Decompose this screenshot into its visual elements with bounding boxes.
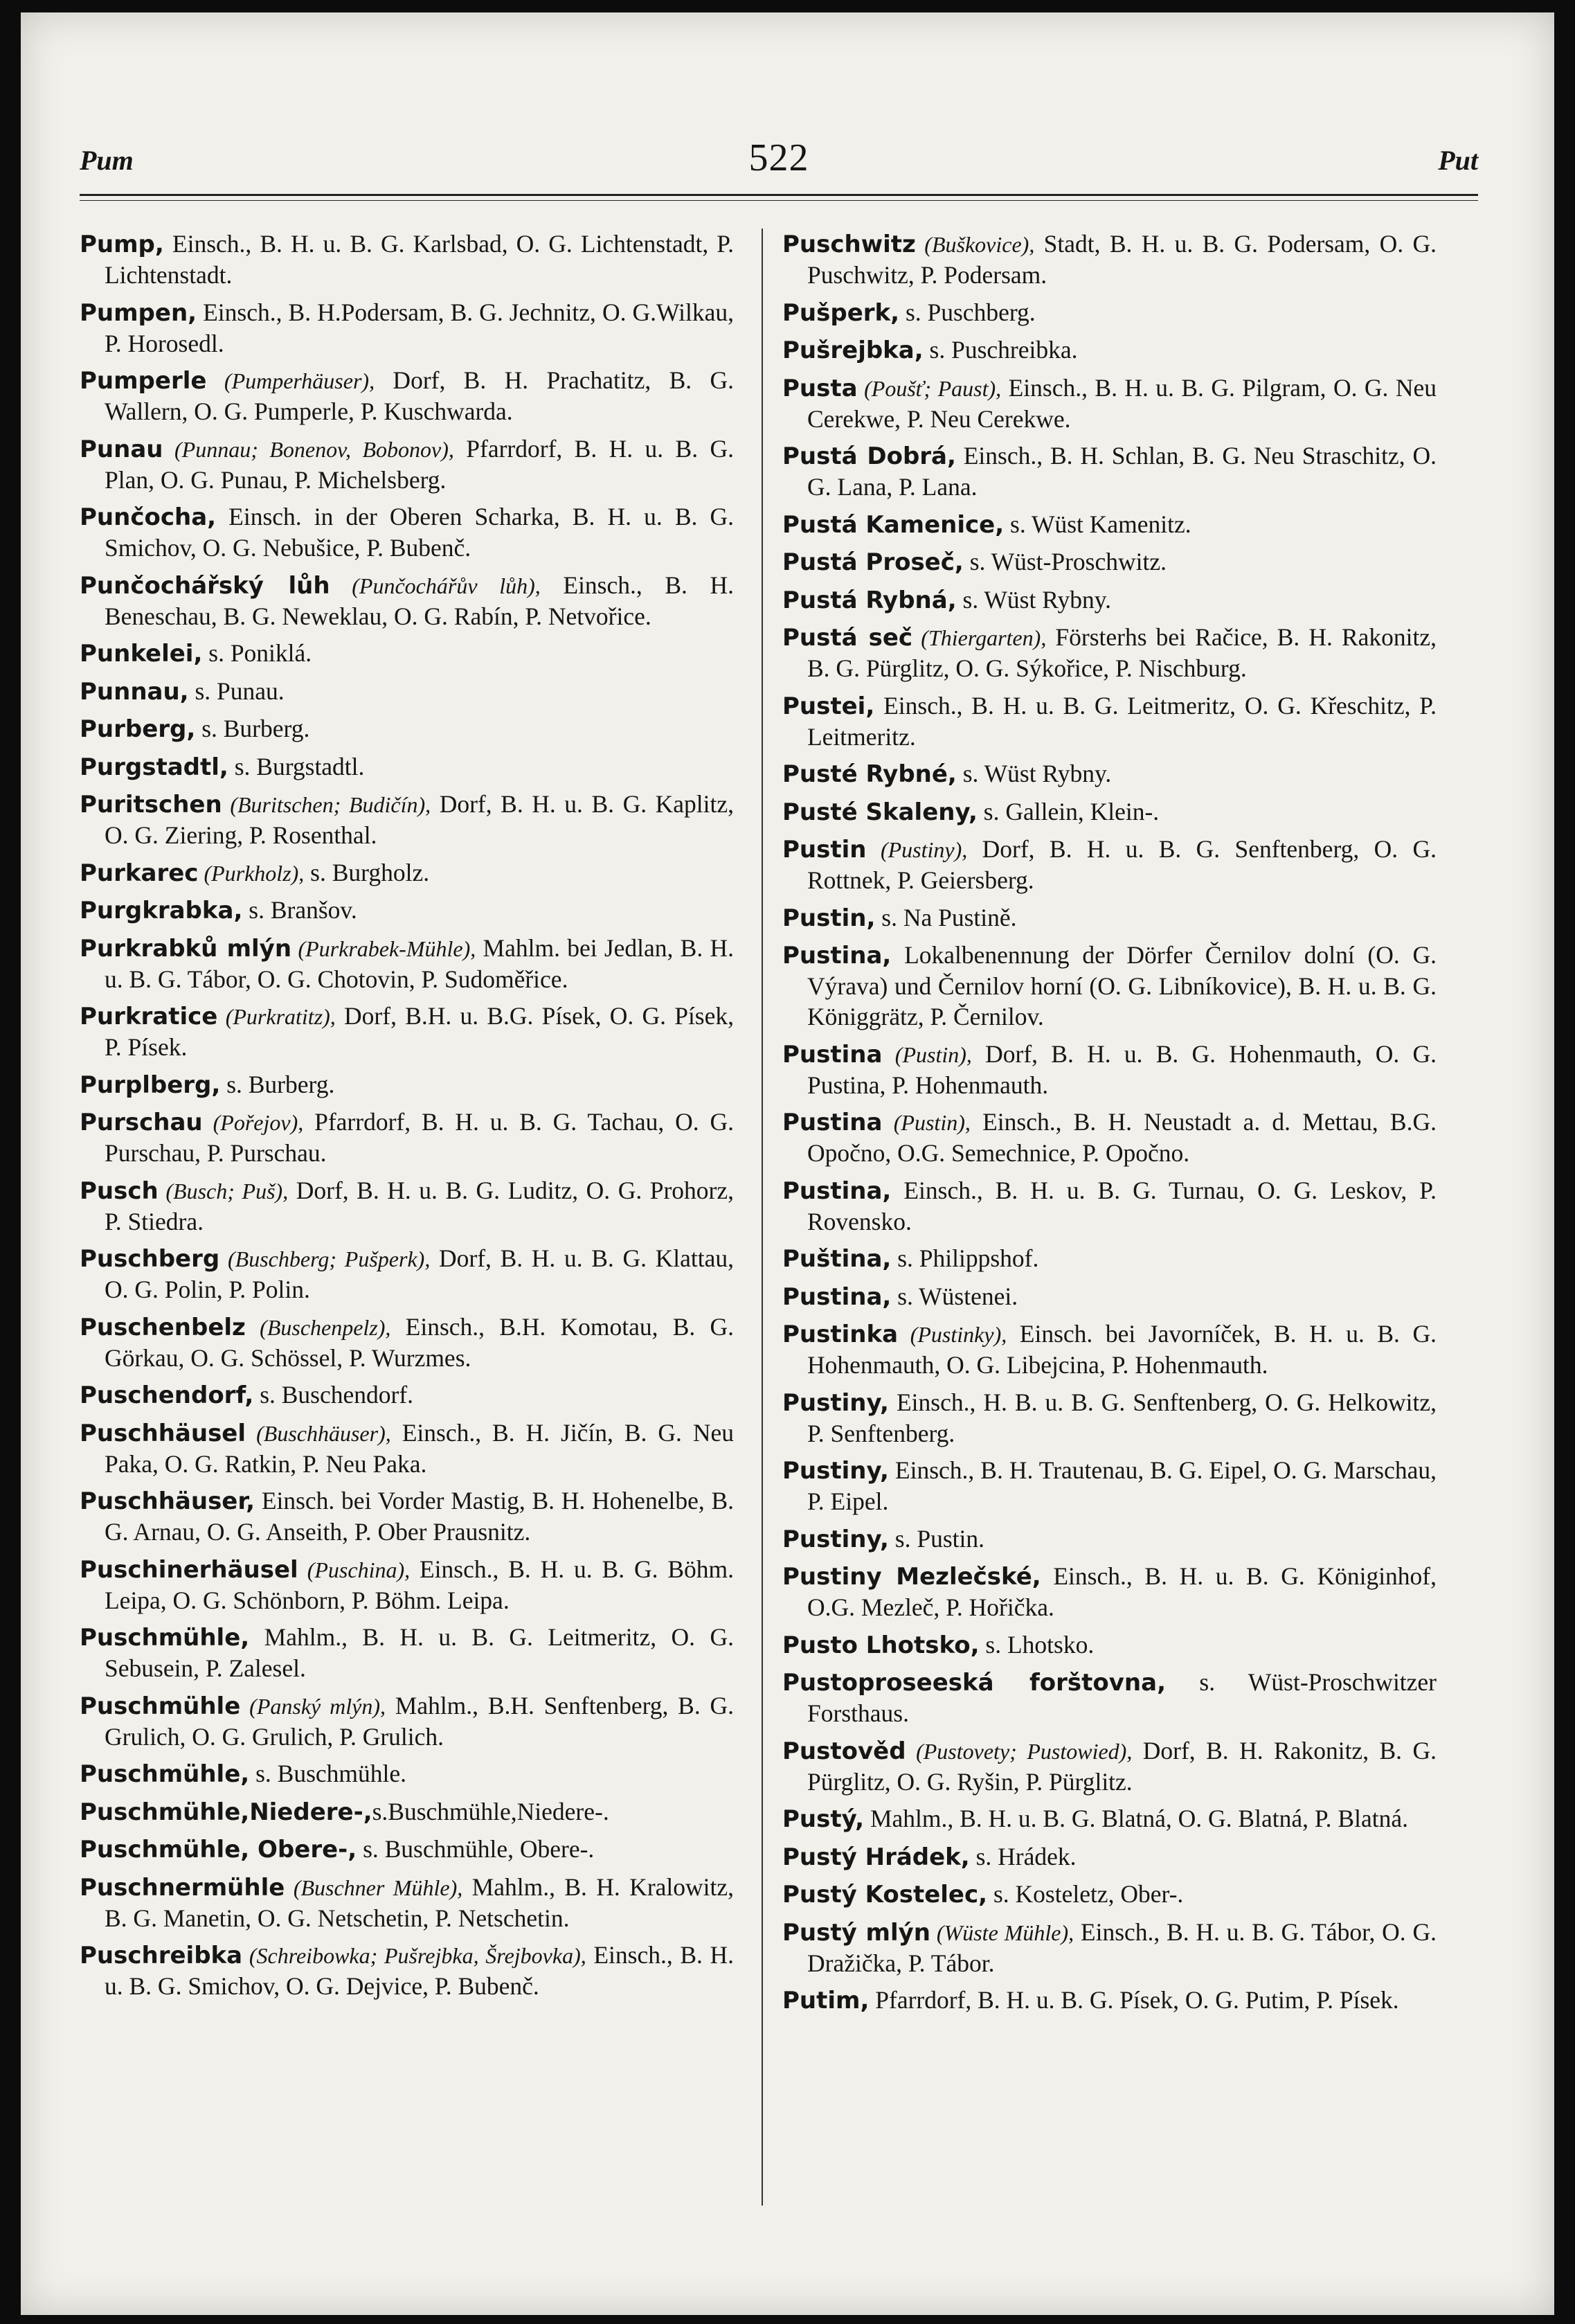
entry-text: s. Burberg. [220,1070,335,1098]
entry-text: s. Wüstenei. [891,1282,1018,1310]
entry-text: Pfarrdorf, B. H. u. B. G. Plan, O. G. Punau, P. Michelsberg. [105,434,734,494]
entry-headword: Puschreibka [80,1942,243,1969]
entry-text: Einsch., H. B. u. B. G. Senftenberg, O. G. Helkowitz, P. Senftenberg. [807,1388,1437,1447]
dictionary-page [21,12,1554,2315]
entry-headword: Puschinerhäusel [80,1555,298,1584]
entry-headword: Pustina [782,1109,883,1136]
entry-text: s.Buschmühle,Niedere-. [372,1797,609,1825]
gazetteer-entry [80,433,734,495]
entry-text: Dorf, B. H. u. B. G. Hohenmauth, O. G. Pustina, P. Hohenmauth. [807,1039,1437,1099]
entry-text: s. Na Pustině. [875,903,1017,931]
gazetteer-entry [782,1319,1437,1380]
entry-text: s. Buschmühle. [249,1760,407,1787]
entry-variant-names: (Thiergarten), [912,625,1047,650]
entry-headword: Pump, [80,231,164,258]
entry-headword: Puschberg [80,1245,220,1273]
entry-variant-names: (Pustin), [882,1042,972,1067]
entry-headword: Pušperk, [782,298,900,327]
entry-text: Dorf, B. H. u. B. G. Luditz, O. G. Prohorz, P. Stiedra. [105,1176,735,1235]
gazetteer-entry [782,758,1437,789]
entry-variant-names: (Purkholz), [198,860,305,886]
entry-variant-names: (Buschner Mühle), [285,1875,463,1900]
gazetteer-entry [80,1107,734,1168]
entry-variant-names: (Buschhäuser), [246,1420,391,1446]
entry-text: Dorf, B. H. u. B. G. Senftenberg, O. G. Rottnek, P. Geiersberg. [807,835,1437,894]
gazetteer-entry [782,334,1437,366]
entry-headword: Pustý mlýn [782,1918,930,1947]
gazetteer-entry [782,1841,1437,1872]
entry-variant-names: (Purkrabek-Mühle), [291,936,476,961]
gazetteer-entry [782,622,1437,683]
entry-text: Einsch., B. H. u. B. G. Smichov, O. G. Dejvice, P. Bubenč. [105,1941,735,2000]
gazetteer-entry [782,690,1437,752]
right-column [782,229,1437,2023]
entry-headword: Puschnermühle [80,1873,285,1902]
entry-headword: Purschau [80,1109,203,1136]
entry-variant-names: (Pumperhäuser), [206,368,375,393]
gazetteer-entry [80,1940,734,2001]
entry-text: Dorf, B. H. u. B. G. Klattau, O. G. Polin, P. Polin. [105,1244,735,1303]
entry-headword: Pusté Rybné, [782,760,957,788]
entry-variant-names: (Puschina), [298,1557,411,1582]
entry-headword: Puschhäusel [80,1419,246,1447]
entry-variant-names: (Panský mlýn), [240,1693,386,1719]
entry-headword: Pustei, [782,692,875,720]
entry-text: s. Wüst-Proschwitzer Forsthaus. [807,1668,1437,1727]
gazetteer-entry [782,1281,1437,1312]
entry-variant-names: (Schreibowka; Pušrejbka, Šrejbovka), [242,1943,586,1968]
entry-text: s. Hrádek. [969,1842,1077,1870]
gazetteer-entry [782,834,1437,895]
entry-text: s. Wüst-Proschwitz. [963,548,1167,575]
entry-variant-names: (Pořejov), [202,1110,304,1135]
entry-headword: Pustiny, [782,1525,889,1553]
entry-variant-names: (Purkratitz), [217,1004,336,1029]
entry-text: Mahlm., B. H. Kralowitz, B. G. Manetin, O. G. Netschetin, P. Netschetin. [105,1872,735,1932]
entry-text: Försterhs bei Račice, B. H. Rakonitz, B. G. Pürglitz, O. G. Sýkořice, P. Nischburg. [807,623,1437,682]
gazetteer-entry [782,1387,1437,1449]
entry-text: Einsch., B. H. u. B. G. Böhm. Leipa, O. G. Schönborn, P. Böhm. Leipa. [105,1555,735,1614]
entry-headword: Puschendorf, [80,1382,254,1409]
gazetteer-entry [782,1039,1437,1100]
entry-text: Lokalbenennung der Dörfer Černilov dolní (O. G. Výrava) und Černilov horní (O. G. Libníkovice), B. H. u. B. G. Königgrätz, P. Černilov. [807,941,1437,1030]
entry-variant-names: (Wüste Mühle), [930,1920,1074,1945]
entry-text: s. Wüst Rybny. [956,760,1112,787]
entry-headword: Pustina, [782,1282,892,1311]
entry-headword: Pustin [782,836,867,864]
page-number: 522 [748,136,809,179]
entry-variant-names: (Punnau; Bonenov, Bobonov), [163,436,454,462]
entry-text: s. Kosteletz, Ober-. [987,1880,1184,1908]
gazetteer-entry [782,1879,1437,1910]
entry-headword: Pustá Kamenice, [782,510,1005,539]
gazetteer-entry [80,1312,734,1373]
entry-headword: Pustiny Mezlečské, [782,1563,1041,1591]
entry-headword: Pustina, [782,1177,892,1205]
gazetteer-entry [782,1917,1437,1978]
entry-headword: Pustá Dobrá, [782,443,956,470]
left-column [80,229,734,2008]
entry-text: s. Punau. [188,677,285,705]
entry-variant-names: (Pustin), [882,1110,971,1135]
entry-headword: Pustoproseeská forštovna, [782,1669,1166,1697]
entry-headword: Pumpen, [80,298,197,327]
gazetteer-entry [782,1561,1437,1623]
entry-text: Einsch., B.H. Komotau, B. G. Görkau, O. G. Schössel, P. Wurzmes. [105,1312,734,1372]
gazetteer-entry [80,1175,734,1237]
gazetteer-entry [782,1803,1437,1834]
entry-headword: Pustý Hrádek, [782,1843,970,1871]
entry-text: Mahlm., B. H. u. B. G. Leitmeritz, O. G. Sebusein, P. Zalesel. [105,1623,734,1682]
entry-variant-names: (Poušť; Paust), [857,375,1002,401]
gazetteer-entry [782,796,1437,828]
gazetteer-entry [80,676,734,707]
header-rule [80,194,1478,201]
entry-text: Pfarrdorf, B. H. u. B. G. Písek, O. G. Putim, P. Písek. [869,1986,1399,2014]
entry-text: s. Philippshof. [891,1244,1039,1272]
entry-variant-names: (Buškovice), [915,232,1035,257]
entry-text: Einsch., B. H. Schlan, B. G. Neu Straschitz, O. G. Lana, P. Lana. [807,442,1437,501]
running-head-left: Pum [80,145,134,176]
entry-text: s. Lhotsko. [979,1630,1095,1659]
gazetteer-entry [80,1554,734,1616]
entry-text: Einsch., B. H.Podersam, B. G. Jechnitz, O. G.Wilkau, P. Horosedl. [105,298,734,357]
entry-text: s. Wüst Kamenitz. [1004,510,1191,538]
gazetteer-entry [80,751,734,783]
entry-variant-names: (Pustinky), [898,1322,1007,1347]
entry-headword: Puschmühle, [80,1760,250,1788]
gazetteer-entry [80,570,734,632]
entry-headword: Pustověd [782,1737,906,1765]
entry-text: s. Puschreibka. [923,336,1078,364]
entry-text: Einsch., B. H. u. B. G. Leitmeritz, O. G. Křeschitz, P. Leitmeritz. [807,691,1437,751]
gazetteer-entry [80,789,734,850]
running-head-right: Put [1438,145,1478,176]
gazetteer-entry [80,365,734,427]
entry-headword: Purgkrabka, [80,897,243,924]
entry-headword: Pusta [782,374,858,402]
gazetteer-entry [782,1523,1437,1555]
gazetteer-entry [782,1455,1437,1517]
entry-text: s. Burberg. [195,715,310,742]
gazetteer-entry [782,546,1437,578]
entry-text: Einsch. in der Oberen Scharka, B. H. u. B. G. Smichov, O. G. Nebušice, P. Bubenč. [105,503,734,562]
entry-headword: Punčocha, [80,503,217,531]
entry-headword: Pustý, [782,1805,865,1833]
gazetteer-entry [80,1243,734,1305]
gazetteer-entry [80,713,734,744]
entry-variant-names: (Punčochářův lůh), [330,573,541,598]
gazetteer-entry [782,902,1437,933]
entry-text: Einsch., B. H. u. B. G. Königinhof, O.G. Mezleč, P. Hořička. [807,1562,1437,1621]
gazetteer-entry [80,1758,734,1789]
gazetteer-entry [80,1690,734,1752]
entry-text: Mahlm., B.H. Senftenberg, B. G. Grulich, O. G. Grulich, P. Grulich. [105,1691,734,1751]
entry-text: s. Buschmühle, Obere-. [357,1835,595,1863]
entry-variant-names: (Buschenpelz), [245,1314,391,1340]
entry-headword: Puschmühle [80,1692,241,1720]
gazetteer-entry [782,297,1437,328]
entry-text: Pfarrdorf, B. H. u. B. G. Tachau, O. G. Purschau, P. Purschau. [105,1108,734,1167]
entry-text: Einsch., B. H. u. B. G. Pilgram, O. G. Neu Cerekwe, P. Neu Cerekwe. [807,373,1437,433]
entry-headword: Pustá Proseč, [782,548,964,576]
entry-headword: Purkrabků mlýn [80,934,292,963]
gazetteer-entry [80,1069,734,1100]
entry-text: Dorf, B. H. Rakonitz, B. G. Pürglitz, O. G. Ryšin, P. Pürglitz. [807,1736,1437,1796]
gazetteer-entry [782,229,1437,290]
entry-headword: Puština, [782,1245,892,1273]
entry-text: s. Pustin. [888,1524,985,1553]
gazetteer-entry [80,933,734,994]
entry-headword: Pustiny, [782,1457,889,1485]
gazetteer-entry [782,1175,1437,1237]
entry-headword: Pustá seč [782,624,913,652]
entry-headword: Pustinka [782,1321,899,1348]
entry-headword: Purkratice [80,1003,218,1030]
gazetteer-entry [80,895,734,926]
gazetteer-entry [782,1243,1437,1274]
gazetteer-entry [80,1622,734,1683]
entry-variant-names: (Buritschen; Budičín), [222,792,431,817]
entry-text: s. Burgholz. [304,858,430,886]
entry-text: Dorf, B.H. u. B.G. Písek, O. G. Písek, P. Písek. [105,1002,735,1061]
entry-variant-names: (Pustovety; Pustowied), [906,1738,1133,1764]
entry-text: s. Gallein, Klein-. [977,797,1160,825]
entry-text: s. Branšov. [242,896,357,924]
entry-headword: Purkarec [80,859,199,887]
entry-text: Mahlm., B. H. u. B. G. Blatná, O. G. Blatná, P. Blatná. [864,1805,1408,1832]
entry-text: Einsch., B. H. Jičín, B. G. Neu Paka, O. G. Ratkin, P. Neu Paka. [105,1418,735,1478]
column-divider [762,229,763,2206]
entry-headword: Pustiny, [782,1388,889,1417]
running-header [80,136,1478,191]
entry-headword: Punnau, [80,677,189,706]
entry-text: Einsch., B. H. u. B. G. Karlsbad, O. G. Lichtenstadt, P. Lichtenstadt. [105,230,734,289]
gazetteer-entry [80,501,734,563]
gazetteer-entry [782,1629,1437,1661]
entry-text: s. Buschendorf. [253,1381,414,1409]
entry-text: s. Wüst Rybny. [956,585,1112,614]
entry-headword: Puritschen [80,791,222,819]
entry-text: s. Burgstadtl. [228,752,365,780]
entry-headword: Purplberg, [80,1071,221,1099]
gazetteer-entry [80,1001,734,1062]
gazetteer-entry [782,940,1437,1032]
entry-text: Einsch., B. H. u. B. G. Turnau, O. G. Leskov, P. Rovensko. [807,1176,1437,1235]
entry-headword: Putim, [782,1987,870,2014]
entry-headword: Pustin, [782,904,876,932]
gazetteer-entry [782,584,1437,616]
gazetteer-entry [782,1667,1437,1728]
entry-text: Einsch. bei Javorníček, B. H. u. B. G. Hohenmauth, O. G. Libejcina, P. Hohenmauth. [807,1320,1437,1379]
gazetteer-entry [80,1872,734,1933]
entry-text: Dorf, B. H. u. B. G. Kaplitz, O. G. Ziering, P. Rosenthal. [105,790,734,849]
gazetteer-entry [782,1107,1437,1168]
entry-headword: Pustý Kostelec, [782,1881,988,1909]
entry-variant-names: (Pustiny), [866,837,968,862]
entry-headword: Pusch [80,1177,159,1205]
entry-headword: Purberg, [80,715,196,743]
entry-headword: Pusto Lhotsko, [782,1631,980,1659]
entry-text: Dorf, B. H. Prachatitz, B. G. Wallern, O. G. Pumperle, P. Kuschwarda. [105,366,735,425]
entry-text: Mahlm. bei Jedlan, B. H. u. B. G. Tábor, O. G. Chotovin, P. Sudoměřice. [105,933,735,993]
entry-text: Einsch., B. H. Neustadt a. d. Mettau, B.G. Opočno, O.G. Semechnice, P. Opočno. [807,1108,1437,1167]
gazetteer-entry [782,509,1437,540]
entry-variant-names: (Buschberg; Pušperk), [219,1246,431,1271]
entry-text: Einsch., B. H. Trautenau, B. G. Eipel, O. G. Marschau, P. Eipel. [807,1456,1437,1515]
entry-headword: Puschmühle,Niedere-, [80,1798,372,1826]
gazetteer-entry [80,857,734,888]
entry-text: Einsch. bei Vorder Mastig, B. H. Hohenelbe, B. G. Arnau, O. G. Anseith, P. Ober Prausnitz. [105,1487,734,1546]
entry-headword: Puschmühle, [80,1624,250,1652]
entry-variant-names: (Busch; Puš), [158,1178,289,1204]
gazetteer-entry [80,229,734,290]
gazetteer-entry [80,1485,734,1547]
gazetteer-entry [80,1796,734,1827]
entry-text: s. Poniklá. [202,639,312,667]
gazetteer-entry [782,440,1437,502]
entry-headword: Pustina, [782,942,892,969]
entry-headword: Punau [80,435,163,463]
entry-headword: Punkelei, [80,640,203,668]
entry-headword: Puschwitz [782,231,916,258]
entry-headword: Punčochářský lůh [80,571,330,600]
entry-headword: Purgstadtl, [80,753,228,781]
entry-headword: Puschenbelz [80,1313,246,1341]
entry-headword: Pusté Skaleny, [782,798,978,826]
gazetteer-entry [782,1735,1437,1797]
gazetteer-entry [80,1379,734,1411]
entry-headword: Pustina [782,1040,883,1069]
entry-headword: Puschhäuser, [80,1487,255,1515]
entry-headword: Pumperle [80,367,207,395]
entry-text: Stadt, B. H. u. B. G. Podersam, O. G. Puschwitz, P. Podersam. [807,230,1437,289]
gazetteer-entry [80,297,734,359]
gazetteer-entry [80,1834,734,1865]
gazetteer-entry [80,1418,734,1479]
entry-text: s. Puschberg. [899,298,1036,326]
entry-text: Einsch., B. H. Beneschau, B. G. Neweklau, O. G. Rabín, P. Netvořice. [105,571,735,630]
gazetteer-entry [80,638,734,669]
entry-headword: Pušrejbka, [782,337,924,364]
gazetteer-entry [782,373,1437,434]
gazetteer-entry [782,1985,1437,2016]
entry-headword: Puschmühle, Obere-, [80,1836,357,1863]
entry-text: Einsch., B. H. u. B. G. Tábor, O. G. Dražička, P. Tábor. [807,1918,1437,1977]
entry-headword: Pustá Rybná, [782,586,957,614]
